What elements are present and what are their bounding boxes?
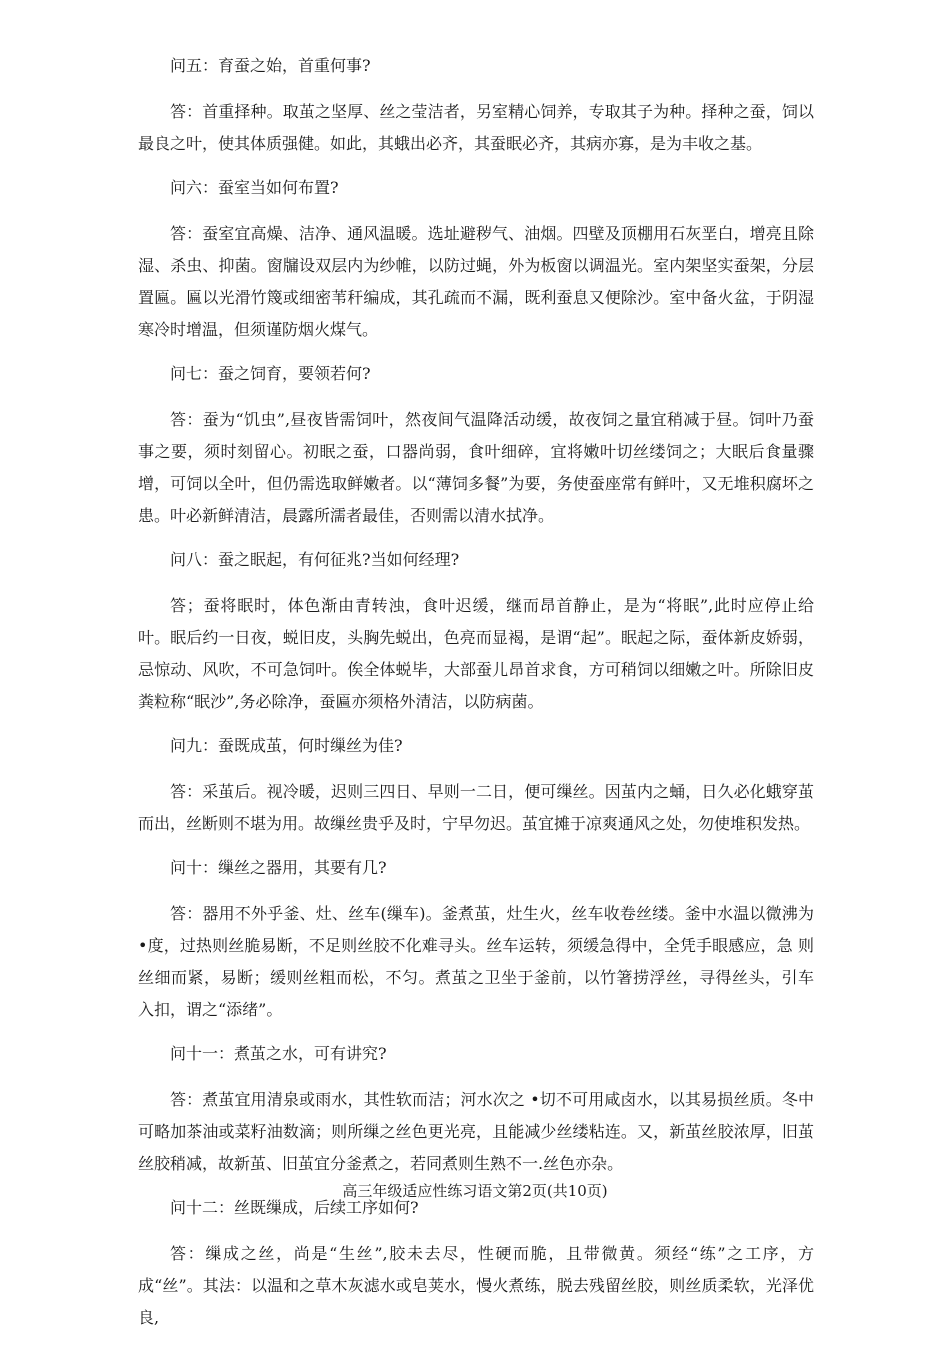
question-8: 问八：蚕之眠起，有何征兆?当如何经理? <box>170 550 460 569</box>
question-12: 问十二：丝既缫成，后续工序如何? <box>170 1198 419 1217</box>
answer-9: 答：采茧后。视冷暖，迟则三四日、早则一二日，便可缫丝。因茧内之蛹，日久必化蛾穿茧而出，丝断则不堪为用。故缫丝贵乎及时，宁早勿迟。茧宜摊于凉爽通风之处，勿使堆积发热。 <box>138 782 814 833</box>
qa-item-10 <box>138 854 814 1026</box>
qa-item-7 <box>138 360 814 532</box>
question-6: 问六：蚕室当如何布置? <box>170 178 339 197</box>
qa-item-8 <box>138 546 814 718</box>
qa-item-11 <box>138 1040 814 1180</box>
answer-5: 答：首重择种。取茧之坚厚、丝之莹洁者，另室精心饲养，专取其子为种。择种之蚕，饲以最良之叶，使其体质强健。如此，其蛾出必齐，其蚕眠必齐，其病亦寡，是为丰收之基。 <box>138 102 814 153</box>
answer-7: 答：蚕为“饥虫”,昼夜皆需饲叶，然夜间气温降活动缓，故夜饲之量宜稍减于昼。饲叶乃蚕事之要，须时刻留心。初眠之蚕，口器尚弱，食叶细碎，宜将嫩叶切丝缕饲之；大眠后食量骤增，可饲以全叶，但仍需选取鲜嫩者。以“薄饲多餐”为要，务使蚕座常有鲜叶，又无堆积腐坏之患。叶必新鲜清洁，晨露所濡者最佳，否则需以清水拭净。 <box>138 410 814 525</box>
answer-11: 答：煮茧宜用清泉或雨水，其性软而洁；河水次之 •切不可用咸卤水，以其易损丝质。冬中 可略加茶油或菜籽油数滴；则所缫之丝色更光亮，且能减少丝缕粘连。又，新茧丝胶浓厚，旧茧 丝胶稍减，故新茧、旧茧宜分釜煮之，若同煮则生熟不一.丝色亦杂。 <box>138 1090 814 1173</box>
qa-item-9 <box>138 732 814 840</box>
qa-item-12 <box>138 1194 814 1334</box>
qa-item-5 <box>138 52 814 160</box>
question-7: 问七：蚕之饲育，要领若何? <box>170 364 371 383</box>
qa-item-6 <box>138 174 814 346</box>
page-footer: 高三年级适应性练习语文第2页(共10页) <box>342 1182 608 1200</box>
question-5: 问五：育蚕之始，首重何事? <box>170 56 371 75</box>
question-9: 问九：蚕既成茧，何时缫丝为佳? <box>170 736 403 755</box>
answer-10: 答：器用不外乎釜、灶、丝车(缫车)。釜煮茧，灶生火，丝车收卷丝缕。釜中水温以微沸为 •度，过热则丝脆易断，不足则丝胶不化难寻头。丝车运转，须缓急得中，全凭手眼感应，急 则丝细而紧，易断；缓则丝粗而松，不匀。煮茧之卫坐于釜前，以竹箸捞浮丝，寻得丝头，引车 入扣，谓之“添绪”。 <box>138 904 814 1019</box>
question-10: 问十：缫丝之器用，其要有几? <box>170 858 387 877</box>
answer-12: 答：缫成之丝，尚是“生丝”,胶未去尽，性硬而脆，且带微黄。须经“练”之工序，方成“丝”。其法：以温和之草木灰滤水或皂荚水，慢火煮练，脱去残留丝胶，则丝质柔软，光泽优良, <box>138 1244 814 1327</box>
qa-content <box>138 52 814 1348</box>
answer-6: 答：蚕室宜高燥、洁净、通风温暖。选址避秽气、油烟。四壁及顶棚用石灰垩白，增亮且除湿、杀虫、抑菌。窗牖设双层内为纱帷，以防过蝇，外为板窗以调温光。室内架坚实蚕架，分层置匾。匾以光滑竹篾或细密苇秆编成，其孔疏而不漏，既利蚕息又便除沙。室中备火盆，于阴湿寒冷时增温，但须谨防烟火煤气。 <box>138 224 814 339</box>
question-11: 问十一：煮茧之水，可有讲究? <box>170 1044 387 1063</box>
answer-8: 答；蚕将眠时，体色渐由青转浊，食叶迟缓，继而昂首静止，是为“将眠”,此时应停止给叶。眠后约一日夜，蜕旧皮，头胸先蜕出，色亮而显褐，是谓“起”。眠起之际，蚕体新皮娇弱，忌惊动、风吹，不可急饲叶。俟全体蜕毕，大部蚕儿昂首求食，方可稍饲以细嫩之叶。所除旧皮粪粒称“眠沙”,务必除净，蚕匾亦须格外清洁，以防病菌。 <box>138 596 814 711</box>
